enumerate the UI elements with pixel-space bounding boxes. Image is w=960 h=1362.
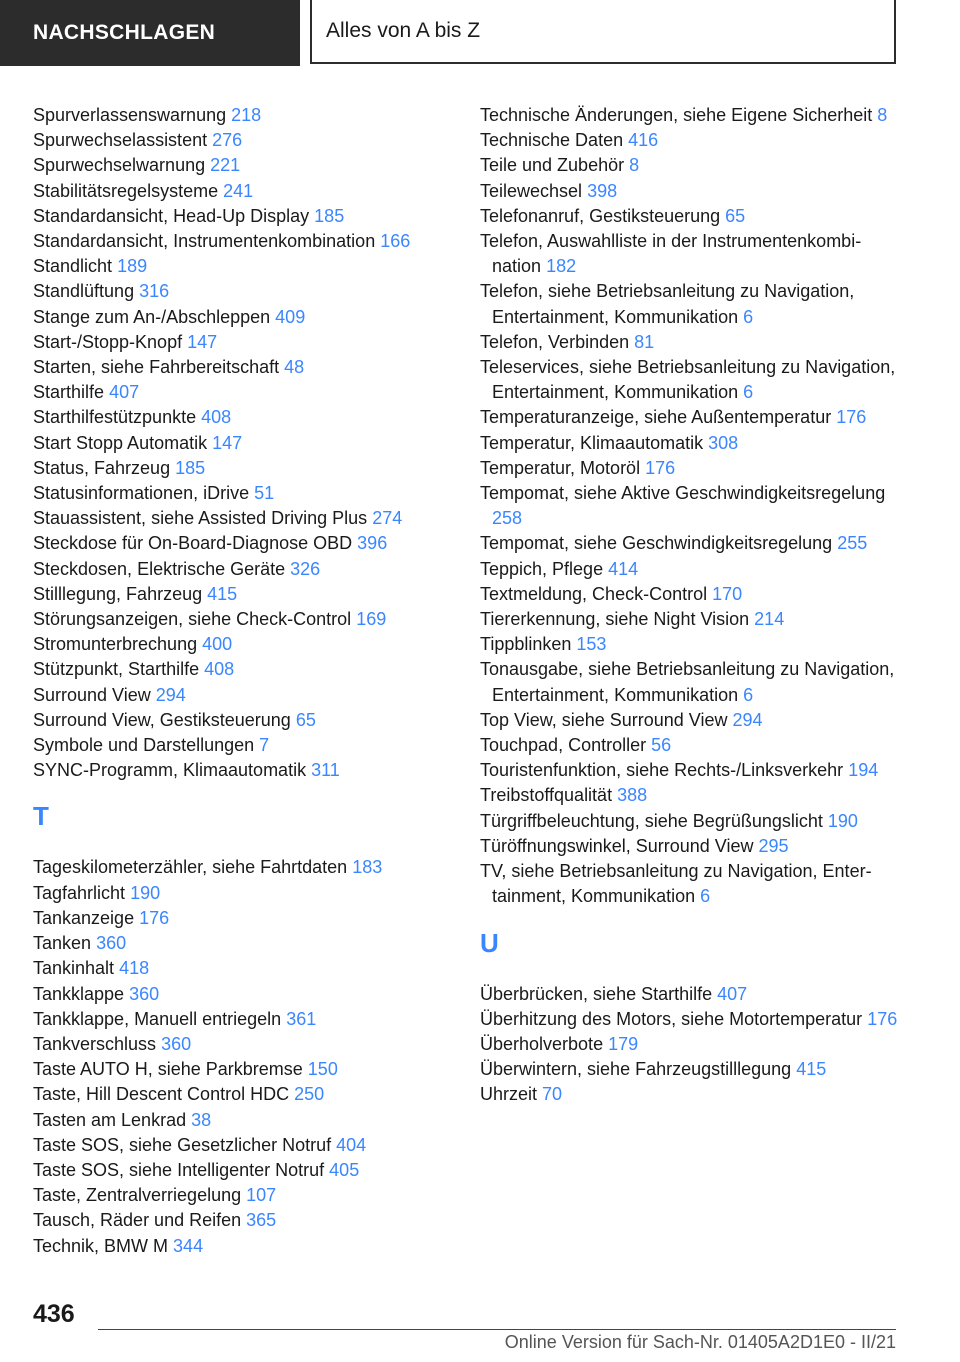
index-term: Standardansicht, Head-Up Display xyxy=(33,205,310,226)
index-term: Starthilfestützpunkte xyxy=(33,407,197,428)
page-link[interactable]: 48 xyxy=(284,357,305,378)
index-term: Tasten am Lenkrad xyxy=(33,1109,187,1130)
page-link[interactable]: 176 xyxy=(139,907,170,928)
index-entry xyxy=(480,431,900,456)
page-link[interactable]: 274 xyxy=(372,508,403,529)
index-entry xyxy=(33,355,473,380)
section-letter-u: U xyxy=(480,927,499,958)
index-entry xyxy=(33,708,473,733)
page-link[interactable]: 56 xyxy=(651,735,672,756)
page-link[interactable]: 408 xyxy=(201,407,232,428)
index-term: Tankanzeige xyxy=(33,907,135,928)
page-link[interactable]: 81 xyxy=(634,331,655,352)
index-entry xyxy=(33,582,473,607)
index-term: Taste, Zentralverriegelung xyxy=(33,1185,242,1206)
index-entry xyxy=(33,279,473,304)
page-link[interactable]: 218 xyxy=(231,105,262,125)
index-entry xyxy=(33,153,473,178)
page-link[interactable]: 147 xyxy=(187,331,218,352)
index-term: Überhitzung des Motors, siehe Motortemperatur xyxy=(480,1008,863,1029)
index-term: Teile und Zubehör xyxy=(480,155,625,176)
index-entry xyxy=(480,982,900,1007)
index-entry xyxy=(480,758,900,783)
page-link[interactable]: 416 xyxy=(628,130,659,151)
index-entry xyxy=(480,708,900,733)
index-entry xyxy=(480,809,900,834)
index-entry xyxy=(480,607,900,632)
index-term: Türgriffbeleuchtung, siehe Begrüßungslicht xyxy=(480,810,823,831)
index-term: Temperatur, Klimaautomatik xyxy=(480,432,704,453)
index-term: Surround View, Gestiksteuerung xyxy=(33,709,291,730)
page-link[interactable]: 6 xyxy=(743,382,754,403)
page-link[interactable]: 360 xyxy=(129,983,160,1004)
index-entry xyxy=(33,632,473,657)
index-term: Start-/Stopp-Knopf xyxy=(33,331,183,352)
index-term: Textmeldung, Check-Control xyxy=(480,583,708,604)
index-term: TV, siehe Betriebsanleitung zu Navigation, Entertainment, Kommunikation xyxy=(480,861,872,907)
page-link[interactable]: 6 xyxy=(743,306,754,327)
page-link[interactable]: 308 xyxy=(708,432,739,453)
page-link[interactable]: 407 xyxy=(717,983,748,1004)
index-entry xyxy=(33,1183,473,1208)
index-entry xyxy=(480,204,900,229)
index-entry xyxy=(480,657,900,707)
page-link[interactable]: 407 xyxy=(109,382,140,403)
index-term: Taste SOS, siehe Intelligenter Notruf xyxy=(33,1159,325,1180)
index-entry xyxy=(33,305,473,330)
page-link[interactable]: 414 xyxy=(608,558,639,579)
index-entry xyxy=(480,355,900,405)
index-entry xyxy=(33,531,473,556)
index-term: Spurwechselassistent xyxy=(33,130,208,151)
page-link[interactable]: 185 xyxy=(314,205,345,226)
page-link[interactable]: 189 xyxy=(117,256,148,277)
page-link[interactable]: 190 xyxy=(827,810,858,831)
index-entry xyxy=(480,1082,900,1107)
page-link[interactable]: 294 xyxy=(155,684,186,705)
index-term: Tagfahrlicht xyxy=(33,882,126,903)
page-number: 436 xyxy=(33,1300,75,1328)
index-entry xyxy=(33,330,473,355)
page-link[interactable]: 190 xyxy=(130,882,161,903)
page-link[interactable]: 409 xyxy=(275,306,306,327)
online-version-note[interactable]: Online Version für Sach-Nr. 01405A2D1E0 - II/21 xyxy=(504,1332,896,1352)
index-entry xyxy=(33,657,473,682)
index-entry xyxy=(33,1234,473,1259)
index-term: Technische Daten xyxy=(480,130,624,151)
index-term: Telefon, Verbinden xyxy=(480,331,630,352)
page-link[interactable]: 316 xyxy=(139,281,170,302)
index-term: Technische Änderungen, siehe Eigene Sicherheit xyxy=(480,105,873,125)
page-link[interactable]: 6 xyxy=(743,684,754,705)
page-link[interactable]: 107 xyxy=(246,1185,277,1206)
index-term: Tonausgabe, siehe Betriebsanleitung zu Navigation, Entertainment, Kommunikation xyxy=(480,659,895,705)
index-term: Start Stopp Automatik xyxy=(33,432,208,453)
page-link[interactable]: 179 xyxy=(608,1033,639,1054)
index-entry xyxy=(480,733,900,758)
index-entry xyxy=(33,506,473,531)
page-link[interactable]: 250 xyxy=(294,1084,325,1105)
index-entry xyxy=(33,557,473,582)
index-entry xyxy=(33,956,473,981)
page-link[interactable]: 388 xyxy=(617,785,648,806)
index-column-left xyxy=(33,103,473,1259)
index-term: Tanken xyxy=(33,933,92,954)
index-entry xyxy=(33,103,473,128)
page-link[interactable]: 396 xyxy=(357,533,388,554)
index-term: Überholverbote xyxy=(480,1033,604,1054)
index-entry xyxy=(480,405,900,430)
index-term: Temperatur, Motoröl xyxy=(480,457,641,478)
chapter-title: Alles von A bis Z xyxy=(310,0,896,64)
page-link[interactable]: 418 xyxy=(119,958,150,979)
index-term: Uhrzeit xyxy=(480,1084,538,1105)
index-entry xyxy=(33,254,473,279)
index-entry xyxy=(33,1158,473,1183)
index-term: Standlicht xyxy=(33,256,113,277)
index-term: Steckdose für On-Board-Diagnose OBD xyxy=(33,533,353,554)
page-link[interactable]: 150 xyxy=(307,1059,338,1080)
index-term: Stauassistent, siehe Assisted Driving Plus xyxy=(33,508,368,529)
index-term: Statusinformationen, iDrive xyxy=(33,483,250,504)
index-term: Starten, siehe Fahrbereitschaft xyxy=(33,357,280,378)
page-link[interactable]: 221 xyxy=(210,155,241,176)
page-header xyxy=(0,0,960,66)
index-term: Spurwechselwarnung xyxy=(33,155,206,176)
index-term: Surround View xyxy=(33,684,151,705)
index-term: Touristenfunktion, siehe Rechts-/Linksverkehr xyxy=(480,760,844,781)
index-term: Standardansicht, Instrumentenkombination xyxy=(33,231,376,252)
index-entry xyxy=(480,582,900,607)
index-column-right xyxy=(480,103,900,1108)
index-term: Top View, siehe Surround View xyxy=(480,709,728,730)
index-term: Tempomat, siehe Aktive Geschwindigkeitsregelung xyxy=(480,483,886,504)
index-entry xyxy=(33,229,473,254)
index-entry xyxy=(480,179,900,204)
index-entry xyxy=(480,456,900,481)
page-link[interactable]: 344 xyxy=(173,1235,204,1256)
index-term: Telefon, Auswahlliste in der Instrumentenkombination xyxy=(480,231,862,277)
page-link[interactable]: 8 xyxy=(877,105,888,125)
index-term: Türöffnungswinkel, Surround View xyxy=(480,835,754,856)
index-entry xyxy=(33,982,473,1007)
page-link[interactable]: 398 xyxy=(587,180,618,201)
page-link[interactable]: 38 xyxy=(191,1109,212,1130)
index-entry xyxy=(33,1007,473,1032)
index-entry xyxy=(480,330,900,355)
index-entry xyxy=(480,1057,900,1082)
index-term: Überbrücken, siehe Starthilfe xyxy=(480,983,713,1004)
index-term: Tankklappe, Manuell entriegeln xyxy=(33,1008,282,1029)
index-entry xyxy=(480,859,900,909)
index-term: Technik, BMW M xyxy=(33,1235,169,1256)
index-term: Tempomat, siehe Geschwindigkeitsregelung xyxy=(480,533,833,554)
index-entry xyxy=(480,1007,900,1032)
index-entry xyxy=(33,204,473,229)
index-term: Störungsanzeigen, siehe Check-Control xyxy=(33,609,352,630)
index-term: Steckdosen, Elektrische Geräte xyxy=(33,558,286,579)
index-entry xyxy=(480,279,900,329)
page-link[interactable]: 214 xyxy=(754,609,785,630)
index-entry xyxy=(480,1032,900,1057)
page-link[interactable]: 7 xyxy=(259,735,270,756)
index-entry xyxy=(33,1133,473,1158)
page-link[interactable]: 176 xyxy=(867,1008,898,1029)
index-entry xyxy=(33,1108,473,1133)
index-entry xyxy=(480,834,900,859)
page-link[interactable]: 166 xyxy=(380,231,411,252)
index-entry xyxy=(33,1057,473,1082)
index-term: Teppich, Pflege xyxy=(480,558,604,579)
index-entry xyxy=(480,557,900,582)
page-link[interactable]: 176 xyxy=(836,407,867,428)
index-term: Spurverlassenswarnung xyxy=(33,105,227,125)
page-link[interactable]: 295 xyxy=(758,835,789,856)
page-link[interactable]: 404 xyxy=(336,1134,367,1155)
index-term: Taste AUTO H, siehe Parkbremse xyxy=(33,1059,303,1080)
page-link[interactable]: 169 xyxy=(356,609,387,630)
page-link[interactable]: 194 xyxy=(848,760,879,781)
page-link[interactable]: 6 xyxy=(700,886,711,907)
index-entry xyxy=(480,153,900,178)
index-entry xyxy=(33,733,473,758)
index-term: Telefon, siehe Betriebsanleitung zu Navigation, Entertainment, Kommunikation xyxy=(480,281,855,327)
index-entry xyxy=(33,128,473,153)
page-link[interactable]: 65 xyxy=(725,205,746,226)
page-link[interactable]: 405 xyxy=(329,1159,360,1180)
page-link[interactable]: 360 xyxy=(161,1033,192,1054)
footer-divider xyxy=(98,1329,896,1330)
index-entry xyxy=(480,531,900,556)
page-link[interactable]: 400 xyxy=(202,634,233,655)
index-term: Tageskilometerzähler, siehe Fahrtdaten xyxy=(33,857,348,878)
index-entry xyxy=(480,103,900,128)
index-term: Taste SOS, siehe Gesetzlicher Notruf xyxy=(33,1134,332,1155)
index-entry xyxy=(33,931,473,956)
index-term: Standlüftung xyxy=(33,281,135,302)
index-term: Tankinhalt xyxy=(33,958,115,979)
index-entry xyxy=(33,881,473,906)
index-entry xyxy=(33,906,473,931)
index-term: Teleservices, siehe Betriebsanleitung zu Navigation, Entertainment, Kommunikation xyxy=(480,357,896,403)
index-term: Touchpad, Controller xyxy=(480,735,647,756)
index-term: Symbole und Darstellungen xyxy=(33,735,255,756)
page-link[interactable]: 276 xyxy=(212,130,243,151)
index-term: Tankverschluss xyxy=(33,1033,157,1054)
index-entry xyxy=(33,481,473,506)
index-entry xyxy=(33,758,473,783)
page-link[interactable]: 258 xyxy=(492,508,523,529)
index-entry xyxy=(33,1208,473,1233)
index-term: Teilewechsel xyxy=(480,180,583,201)
index-entry xyxy=(33,683,473,708)
page-link[interactable]: 255 xyxy=(837,533,868,554)
page-link[interactable]: 65 xyxy=(295,709,316,730)
page-link[interactable]: 311 xyxy=(311,760,340,781)
index-term: Treibstoffqualität xyxy=(480,785,613,806)
page-link[interactable]: 326 xyxy=(290,558,321,579)
index-entry xyxy=(480,632,900,657)
index-entry xyxy=(33,456,473,481)
page-link[interactable]: 365 xyxy=(246,1210,277,1231)
page-link[interactable]: 182 xyxy=(546,256,577,277)
index-term: Tankklappe xyxy=(33,983,125,1004)
section-tab: NACHSCHLAGEN xyxy=(0,0,300,66)
page-link[interactable]: 415 xyxy=(796,1059,827,1080)
index-term: Tausch, Räder und Reifen xyxy=(33,1210,242,1231)
index-term: Stilllegung, Fahrzeug xyxy=(33,583,203,604)
index-term: SYNC-Programm, Klimaautomatik xyxy=(33,760,307,781)
index-entry xyxy=(33,1082,473,1107)
index-entry xyxy=(33,405,473,430)
index-term: Starthilfe xyxy=(33,382,105,403)
page-link[interactable]: 176 xyxy=(645,457,676,478)
index-term: Stromunterbrechung xyxy=(33,634,198,655)
section-letter-t: T xyxy=(33,801,49,832)
page-link[interactable]: 70 xyxy=(542,1084,563,1105)
index-term: Überwintern, siehe Fahrzeugstilllegung xyxy=(480,1059,792,1080)
page-link[interactable]: 361 xyxy=(286,1008,317,1029)
page-link[interactable]: 153 xyxy=(576,634,607,655)
page-link[interactable]: 170 xyxy=(712,583,743,604)
index-entry xyxy=(33,179,473,204)
page-link[interactable]: 408 xyxy=(204,659,235,680)
index-term: Taste, Hill Descent Control HDC xyxy=(33,1084,290,1105)
index-entry xyxy=(480,481,900,531)
index-entry xyxy=(33,607,473,632)
index-term: Temperaturanzeige, siehe Außentemperatur xyxy=(480,407,832,428)
page-link[interactable]: 147 xyxy=(212,432,243,453)
index-term: Stabilitätsregelsysteme xyxy=(33,180,219,201)
page-link[interactable]: 241 xyxy=(223,180,254,201)
page-link[interactable]: 51 xyxy=(254,483,275,504)
index-entry xyxy=(33,431,473,456)
page-link[interactable]: 185 xyxy=(175,457,206,478)
index-entry xyxy=(480,229,900,279)
index-term: Stützpunkt, Starthilfe xyxy=(33,659,200,680)
index-entry xyxy=(33,1032,473,1057)
index-entry xyxy=(480,128,900,153)
index-term: Telefonanruf, Gestiksteuerung xyxy=(480,205,721,226)
page-link[interactable]: 8 xyxy=(629,155,640,176)
index-entry xyxy=(33,380,473,405)
page-link[interactable]: 294 xyxy=(732,709,763,730)
index-term: Stange zum An-/Abschleppen xyxy=(33,306,271,327)
index-term: Tippblinken xyxy=(480,634,572,655)
page-link[interactable]: 415 xyxy=(207,583,238,604)
index-entry xyxy=(480,783,900,808)
index-term: Status, Fahrzeug xyxy=(33,457,171,478)
page-link[interactable]: 360 xyxy=(96,933,127,954)
index-term: Tiererkennung, siehe Night Vision xyxy=(480,609,750,630)
page-link[interactable]: 183 xyxy=(352,857,383,878)
index-entry xyxy=(33,855,473,880)
